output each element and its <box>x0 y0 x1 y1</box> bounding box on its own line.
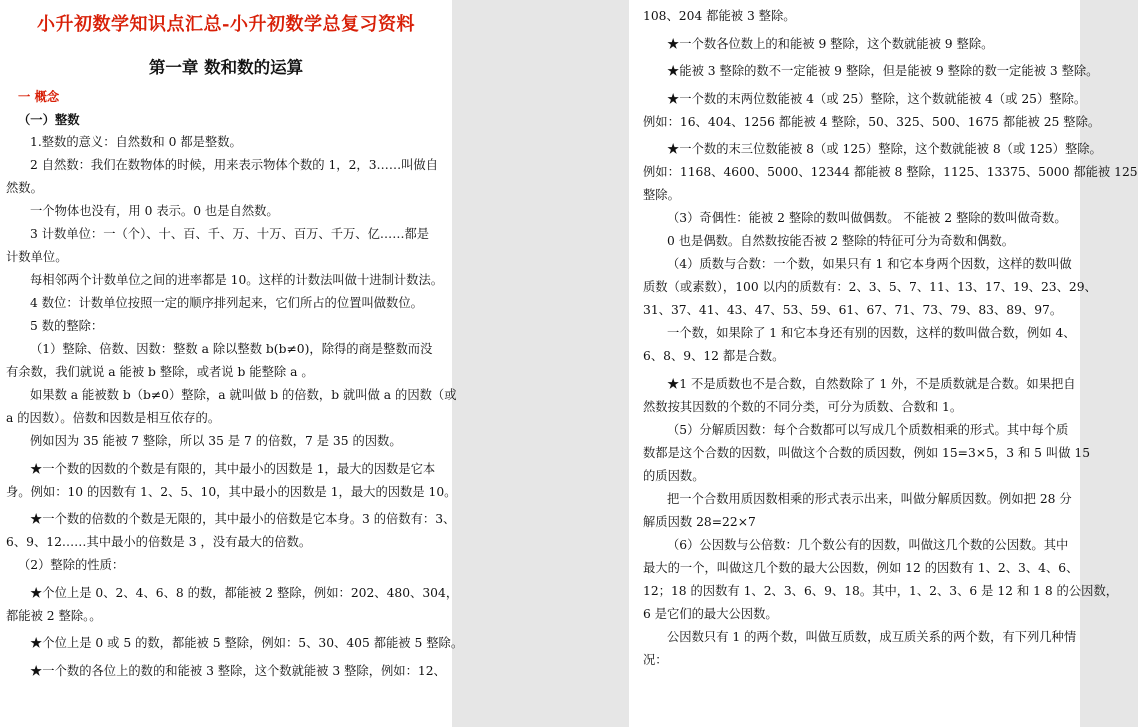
text-line: 都能被 2 整除。。 <box>6 608 102 623</box>
text-line: 的质因数。 <box>643 468 705 483</box>
text-line: ★一个数的因数的个数是有限的，其中最小的因数是 1，最大的因数是它本 <box>30 461 436 476</box>
document-title: 小升初数学知识点汇总-小升初数学总复习资料 <box>37 14 415 35</box>
text-line: ★一个数的各位上的数的和能被 3 整除，这个数就能被 3 整除，例如：12、 <box>30 663 446 678</box>
text-line: 6、9、12……其中最小的倍数是 3 ，没有最大的倍数。 <box>6 535 312 549</box>
text-line: 4 数位：计数单位按照一定的顺序排列起来，它们所占的位置叫做数位。 <box>30 296 423 310</box>
text-line: 解质因数 28=22×7 <box>643 514 756 529</box>
text-line: 公因数只有 1 的两个数，叫做互质数，成互质关系的两个数，有下列几种情 <box>667 629 1077 644</box>
text-line: 况： <box>643 652 668 667</box>
text-line: ★一个数各位数上的和能被 9 整除，这个数就能被 9 整除。 <box>667 36 994 51</box>
text-line: 每相邻两个计数单位之间的进率都是 10。这样的计数法叫做十进制计数法。 <box>30 273 444 287</box>
text-line: （3）奇偶性：能被 2 整除的数叫做偶数。 不能被 2 整除的数叫做奇数。 <box>667 211 1067 225</box>
right-page-body <box>643 5 1138 672</box>
text-line: 一个数，如果除了 1 和它本身还有别的因数，这样的数叫做合数，例如 4、 <box>667 326 1076 340</box>
text-line: 12；18 的因数有 1、2、3、6、9、18。其中，1、2、3、6 是 12 和 1 8 的公因数， <box>643 583 1119 598</box>
text-line: 有余数，我们就说 a 能被 b 整除，或者说 b 能整除 a 。 <box>6 365 314 379</box>
text-line: 整除。 <box>643 188 680 202</box>
text-line: ★一个数的末三位数能被 8（或 125）整除，这个数就能被 8（或 125）整除。 <box>667 142 1102 156</box>
text-line: 最大的一个，叫做这几个数的最大公因数，例如 12 的因数有 1、2、3、4、6、 <box>643 560 1079 575</box>
text-line: （2）整除的性质： <box>18 558 125 572</box>
text-line: 108、204 都能被 3 整除。 <box>643 9 796 23</box>
left-page-body <box>6 85 464 683</box>
text-line: 6 是它们的最大公因数。 <box>643 606 778 621</box>
text-line: （4）质数与合数：一个数，如果只有 1 和它本身两个因数，这样的数叫做 <box>667 257 1072 271</box>
text-line: 6、8、9、12 都是合数。 <box>643 349 785 363</box>
text-line: 例如：16、404、1256 都能被 4 整除，50、325、500、1675 都能被 25 整除。 <box>643 114 1101 129</box>
text-line: ★一个数的末两位数能被 4（或 25）整除，这个数就能被 4（或 25）整除。 <box>667 91 1087 106</box>
text-line: 1.整数的意义：自然数和 0 都是整数。 <box>30 135 242 149</box>
text-line: 如果数 a 能被数 b（b≠0）整除，a 就叫做 b 的倍数，b 就叫做 a 的因数（或 <box>30 388 457 402</box>
text-line: ★1 不是质数也不是合数，自然数除了 1 外，不是质数就是合数。如果把自 <box>667 376 1076 391</box>
text-line: 2 自然数：我们在数物体的时候，用来表示物体个数的 1，2，3……叫做自 <box>30 158 439 172</box>
text-line: 5 数的整除： <box>30 319 104 333</box>
text-line: （一）整数 <box>18 112 80 127</box>
text-line: （1）整除、倍数、因数：整数 a 除以整数 b(b≠0)，除得的商是整数而没 <box>30 342 433 356</box>
text-line: ★一个数的倍数的个数是无限的，其中最小的倍数是它本身。3 的倍数有：3、 <box>30 512 456 526</box>
left-page <box>0 0 464 727</box>
text-line: ★个位上是 0、2、4、6、8 的数，都能被 2 整除，例如：202、480、304， <box>30 585 459 600</box>
text-line: 身。例如：10 的因数有 1、2、5、10，其中最小的因数是 1，最大的因数是 10。 <box>6 484 457 499</box>
text-line: ★个位上是 0 或 5 的数，都能被 5 整除，例如：5、30、405 都能被 5 整除。 <box>30 636 464 650</box>
text-line: 31、37、41、43、47、53、59、61、67、71、73、79、83、89、97。 <box>643 303 1063 317</box>
text-line: 一 概念 <box>18 89 60 104</box>
text-line: 然数。 <box>6 181 43 195</box>
text-line: 把一个合数用质因数相乘的形式表示出来，叫做分解质因数。例如把 28 分 <box>667 491 1072 506</box>
text-line: 质数（或素数），100 以内的质数有：2、3、5、7、11、13、17、19、23、29、 <box>643 280 1097 294</box>
text-line: 0 也是偶数。自然数按能否被 2 整除的特征可分为奇数和偶数。 <box>667 234 1015 248</box>
right-page <box>629 0 1138 727</box>
text-line: （5）分解质因数：每个合数都可以写成几个质数相乘的形式。其中每个质 <box>667 422 1069 437</box>
text-line: （6）公因数与公倍数：几个数公有的因数，叫做这几个数的公因数。其中 <box>667 537 1069 552</box>
text-line: a 的因数）。倍数和因数是相互依存的。 <box>6 411 221 425</box>
text-line: 例如：1168、4600、5000、12344 都能被 8 整除，1125、13375、5000 都能被 125 <box>643 165 1138 179</box>
text-line: ★能被 3 整除的数不一定能被 9 整除，但是能被 9 整除的数一定能被 3 整除。 <box>667 64 1099 78</box>
text-line: 计数单位。 <box>6 250 68 264</box>
text-line: 一个物体也没有，用 0 表示。0 也是自然数。 <box>30 204 279 218</box>
text-line: 3 计数单位：一（个）、十、百、千、万、十万、百万、千万、亿……都是 <box>30 227 430 241</box>
chapter-heading: 第一章 数和数的运算 <box>148 58 304 77</box>
text-line: 然数按其因数的个数的不同分类，可分为质数、合数和 1。 <box>643 399 963 414</box>
text-line: 例如因为 35 能被 7 整除，所以 35 是 7 的倍数，7 是 35 的因数。 <box>30 434 402 448</box>
text-line: 数都是这个合数的因数，叫做这个合数的质因数，例如 15=3×5，3 和 5 叫做 15 <box>643 445 1091 460</box>
